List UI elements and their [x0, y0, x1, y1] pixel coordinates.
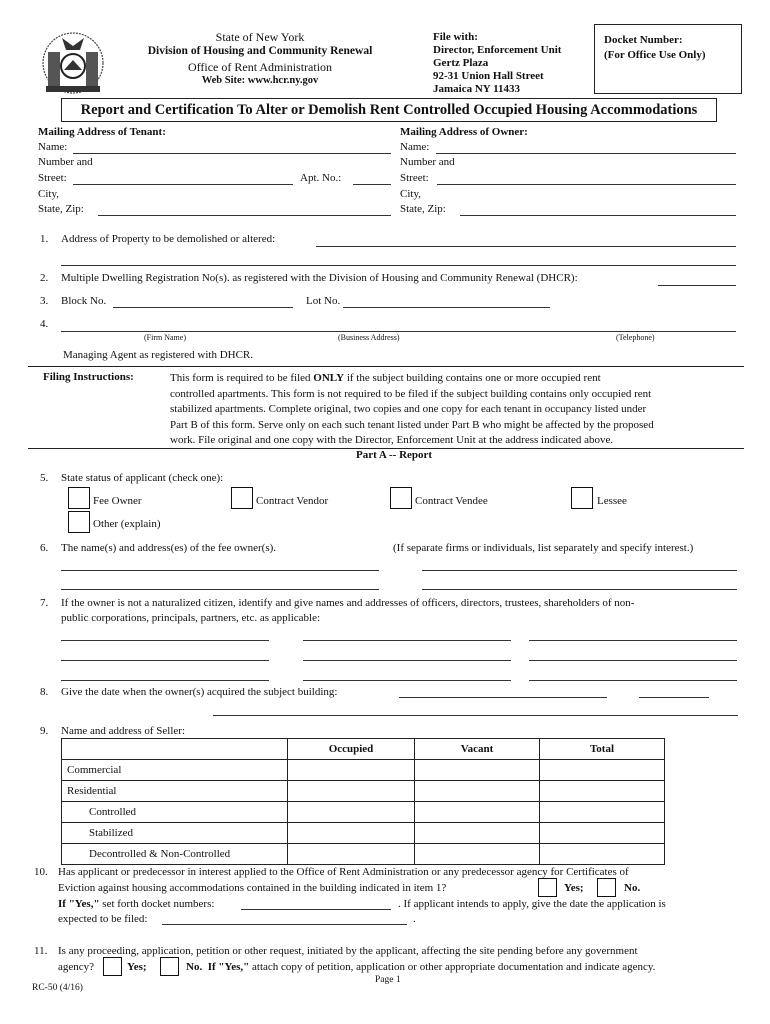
- tenant-name-field[interactable]: [73, 153, 391, 154]
- q8-label: Give the date when the owner(s) acquired the subject building:: [61, 686, 338, 698]
- table-header-cell: [62, 739, 288, 760]
- q4-agent-label: Managing Agent as registered with DHCR.: [63, 349, 254, 361]
- q8-number: 8.: [40, 686, 49, 698]
- filing-line: controlled apartments. This form is not required to be filed if the subject building contains only occupied rent: [170, 387, 652, 400]
- q4-number: 4.: [40, 318, 49, 330]
- row-label: Commercial: [62, 760, 288, 781]
- filing-line: This form is required to be filed ONLY if the subject building contains one or more occupied rent: [170, 372, 601, 384]
- q7-field[interactable]: [303, 680, 511, 681]
- q10-docket-field[interactable]: [241, 909, 391, 910]
- table-cell[interactable]: [288, 844, 415, 865]
- table-cell[interactable]: [288, 802, 415, 823]
- file-with-line: Jamaica NY 11433: [433, 83, 520, 95]
- header-division: Division of Housing and Community Renewal: [147, 45, 373, 57]
- table-cell[interactable]: [540, 781, 665, 802]
- q9-field[interactable]: [213, 715, 738, 716]
- q6-field[interactable]: [61, 589, 379, 590]
- table-cell[interactable]: [415, 844, 540, 865]
- q1-field-2[interactable]: [61, 265, 736, 266]
- q10-label-3: If "Yes," set forth docket numbers:: [58, 898, 215, 910]
- q3-block-field[interactable]: [113, 307, 293, 308]
- row-label: Residential: [62, 781, 288, 802]
- q11-yes-checkbox[interactable]: [103, 957, 122, 976]
- q6-field[interactable]: [61, 570, 379, 571]
- form-title-box: [61, 98, 717, 122]
- q11-no-checkbox[interactable]: [160, 957, 179, 976]
- q9-number: 9.: [40, 725, 49, 737]
- q7-field[interactable]: [303, 640, 511, 641]
- form-title: Report and Certification To Alter or Demolish Rent Controlled Occupied Housing Accommodations: [80, 102, 698, 118]
- table-row: [62, 760, 665, 781]
- table-row: [62, 844, 665, 865]
- owner-number-label: Number and: [400, 156, 455, 168]
- q7-field[interactable]: [529, 660, 737, 661]
- q1-number: 1.: [40, 233, 49, 245]
- q4-telephone-caption: (Telephone): [616, 333, 655, 342]
- q5-label: State status of applicant (check one):: [61, 472, 224, 484]
- tenant-apt-label: Apt. No.:: [300, 172, 342, 184]
- table-header-cell: Vacant: [415, 739, 540, 760]
- header-office: Office of Rent Administration: [187, 60, 333, 74]
- q7-label-2: public corporations, principals, partners, etc. as applicable:: [61, 612, 321, 624]
- label-contract-vendee: Contract Vendee: [415, 495, 488, 507]
- q3-block-label: Block No.: [61, 295, 107, 307]
- q7-field[interactable]: [61, 660, 269, 661]
- q6-field[interactable]: [422, 570, 737, 571]
- q8-field[interactable]: [399, 697, 607, 698]
- owner-state-zip-label: State, Zip:: [400, 203, 446, 215]
- q7-field[interactable]: [529, 680, 737, 681]
- q7-field[interactable]: [61, 640, 269, 641]
- label-lessee: Lessee: [597, 495, 627, 507]
- checkbox-lessee[interactable]: [571, 487, 593, 509]
- table-header-row: [62, 739, 665, 760]
- table-cell[interactable]: [540, 802, 665, 823]
- owner-state-zip-field[interactable]: [460, 215, 736, 216]
- q10-no-label: No.: [624, 882, 641, 894]
- q10-number: 10.: [34, 866, 48, 878]
- part-a-heading: Part A -- Report: [356, 449, 433, 461]
- q6-label: The name(s) and address(es) of the fee owner(s).: [61, 542, 277, 554]
- checkbox-contract-vendee[interactable]: [390, 487, 412, 509]
- row-label: Stabilized: [62, 823, 288, 844]
- owner-name-label: Name:: [400, 141, 430, 153]
- form-number: RC-50 (4/16): [32, 983, 83, 993]
- q9-label: Name and address of Seller:: [61, 725, 186, 737]
- table-cell[interactable]: [540, 844, 665, 865]
- q1-field[interactable]: [316, 246, 736, 247]
- state-seal: [40, 30, 106, 96]
- tenant-name-label: Name:: [38, 141, 68, 153]
- file-with-line: Director, Enforcement Unit: [433, 44, 562, 56]
- page-number: Page 1: [375, 975, 401, 985]
- tenant-state-zip-field[interactable]: [98, 215, 391, 216]
- filing-top-rule: [28, 366, 744, 367]
- filing-line: work. File original and one copy with the Director, Enforcement Unit at the address indicated above.: [170, 434, 614, 446]
- row-label: Decontrolled & Non-Controlled: [62, 844, 288, 865]
- tenant-apt-field[interactable]: [353, 184, 391, 185]
- filing-line: Part B of this form. Serve only on each such tenant listed under Part B who might be affected by the proposed: [170, 418, 654, 431]
- filing-line: stabilized apartments. Complete original, two copies and one copy for each tenant in occupancy listed under: [170, 403, 647, 415]
- q5-number: 5.: [40, 472, 49, 484]
- tenant-city-label: City,: [38, 188, 59, 200]
- row-label: Controlled: [62, 802, 288, 823]
- checkbox-fee-owner[interactable]: [68, 487, 90, 509]
- q10-date-field[interactable]: [162, 924, 407, 925]
- q11-rest: No. If "Yes," attach copy of petition, application or other appropriate documentation and indicate agency.: [186, 961, 656, 973]
- q7-field[interactable]: [303, 660, 511, 661]
- q10-no-checkbox[interactable]: [597, 878, 616, 897]
- table-row: [62, 802, 665, 823]
- table-cell[interactable]: [415, 760, 540, 781]
- table-cell[interactable]: [415, 802, 540, 823]
- q3-number: 3.: [40, 295, 49, 307]
- docket-box[interactable]: [594, 24, 742, 94]
- owner-name-field[interactable]: [436, 153, 736, 154]
- q11-number: 11.: [34, 945, 48, 957]
- q6-number: 6.: [40, 542, 49, 554]
- q10-label-2: Eviction against housing accommodations contained in the building indicated in item 1?: [58, 882, 447, 894]
- header-website[interactable]: Web Site: www.hcr.ny.gov: [201, 75, 319, 86]
- q8-field-2[interactable]: [639, 697, 709, 698]
- q10-label-3-end: . If applicant intends to apply, give the date the application is: [398, 898, 666, 910]
- q10-yes-label: Yes;: [564, 882, 584, 894]
- tenant-state-zip-label: State, Zip:: [38, 203, 84, 215]
- owner-heading: Mailing Address of Owner:: [400, 126, 528, 138]
- table-cell[interactable]: [540, 760, 665, 781]
- q11-agency-label: agency?: [58, 961, 95, 973]
- q10-period: .: [413, 913, 416, 925]
- q4-firm-caption: (Firm Name): [144, 333, 186, 342]
- label-contract-vendor: Contract Vendor: [256, 495, 329, 507]
- owner-street-field[interactable]: [437, 184, 736, 185]
- q10-label-4: expected to be filed:: [58, 913, 148, 925]
- table-row: [62, 823, 665, 844]
- table-cell[interactable]: [288, 823, 415, 844]
- q11-label-1: Is any proceeding, application, petition or other request, initiated by the applicant, affecting the site pending before any government: [58, 945, 638, 957]
- header-state: State of New York: [215, 30, 305, 44]
- q4-field[interactable]: [61, 331, 736, 332]
- tenant-heading: Mailing Address of Tenant:: [38, 126, 166, 138]
- table-row: [62, 781, 665, 802]
- label-other: Other (explain): [93, 518, 161, 530]
- file-with-line: File with:: [433, 31, 478, 43]
- checkbox-other[interactable]: [68, 511, 90, 533]
- docket-note: (For Office Use Only): [604, 49, 706, 61]
- owner-street-label: Street:: [400, 172, 429, 184]
- tenant-street-label: Street:: [38, 172, 67, 184]
- q7-label-1: If the owner is not a naturalized citizen, identify and give names and addresses of officers, directors, trustees, shareholders of non-: [61, 597, 635, 609]
- table-header-cell: Total: [540, 739, 665, 760]
- q7-field[interactable]: [61, 680, 269, 681]
- label-fee-owner: Fee Owner: [93, 495, 142, 507]
- q2-field[interactable]: [658, 285, 736, 286]
- q6-note: (If separate firms or individuals, list separately and specify interest.): [393, 542, 694, 554]
- file-with-line: 92-31 Union Hall Street: [433, 70, 544, 82]
- q2-label: Multiple Dwelling Registration No(s). as registered with the Division of Housing and Community Renewal (DHCR):: [61, 272, 578, 284]
- table-cell[interactable]: [288, 781, 415, 802]
- q4-address-caption: (Business Address): [338, 333, 400, 342]
- q11-yes-label: Yes;: [127, 961, 147, 973]
- docket-label: Docket Number:: [604, 34, 683, 46]
- table-header-cell: Occupied: [288, 739, 415, 760]
- file-with-block: [433, 31, 561, 96]
- filing-label: Filing Instructions:: [43, 371, 134, 383]
- checkbox-contract-vendor[interactable]: [231, 487, 253, 509]
- tenant-number-label: Number and: [38, 156, 93, 168]
- q3-lot-field[interactable]: [343, 307, 550, 308]
- q10-yes-checkbox[interactable]: [538, 878, 557, 897]
- q3-lot-label: Lot No.: [306, 295, 341, 307]
- seller-table: [61, 738, 665, 865]
- q7-field[interactable]: [529, 640, 737, 641]
- q7-number: 7.: [40, 597, 49, 609]
- table-cell[interactable]: [415, 781, 540, 802]
- tenant-street-field[interactable]: [73, 184, 293, 185]
- q1-label: Address of Property to be demolished or altered:: [61, 233, 276, 245]
- q6-field[interactable]: [422, 589, 737, 590]
- table-cell[interactable]: [415, 823, 540, 844]
- table-cell[interactable]: [288, 760, 415, 781]
- q2-number: 2.: [40, 272, 49, 284]
- file-with-line: Gertz Plaza: [433, 57, 489, 69]
- filing-text: [170, 371, 740, 449]
- owner-city-label: City,: [400, 188, 421, 200]
- table-cell[interactable]: [540, 823, 665, 844]
- q10-label-1: Has applicant or predecessor in interest applied to the Office of Rent Administration or any predecessor agency for Certificates of: [58, 866, 629, 878]
